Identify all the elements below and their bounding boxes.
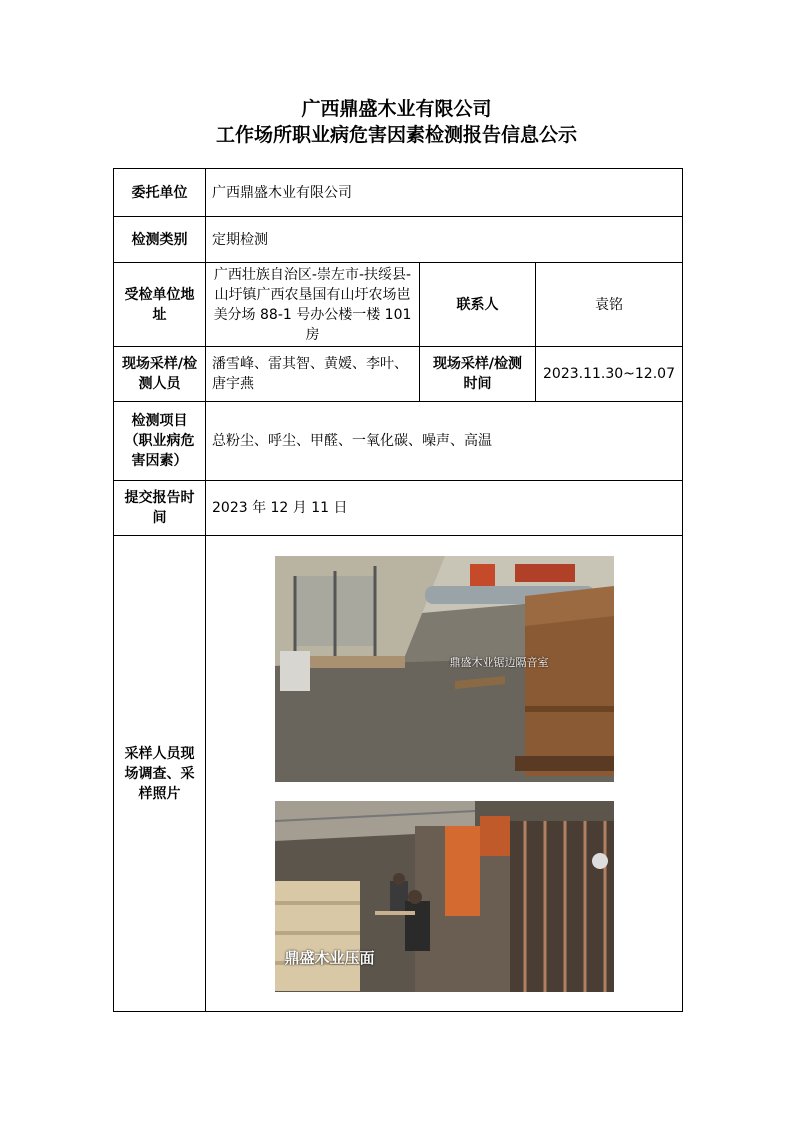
company-title: 广西鼎盛木业有限公司: [301, 98, 492, 120]
address-label: 受检单位地址: [114, 263, 206, 347]
contact-value: 袁铭: [536, 263, 683, 347]
client-label: 委托单位: [114, 169, 206, 217]
row-client: [114, 169, 683, 217]
photo-press: [275, 801, 614, 992]
items-label: 检测项目（职业病危害因素）: [114, 402, 206, 481]
type-value: 定期检测: [206, 217, 683, 263]
row-address: [114, 263, 683, 347]
row-staff: [114, 347, 683, 402]
info-table: [113, 168, 683, 1012]
address-value: 广西壮族自治区-崇左市-扶绥县-山圩镇广西农垦国有山圩农场岜美分场 88-1 号办公楼一楼 101 房: [206, 263, 420, 347]
report-title: 工作场所职业病危害因素检测报告信息公示: [215, 124, 577, 146]
photo-cell: [206, 536, 683, 1012]
photo-label: 采样人员现场调查、采样照片: [114, 536, 206, 1012]
submit-value: 2023 年 12 月 11 日: [206, 481, 683, 536]
row-photos: [114, 536, 683, 1012]
items-value: 总粉尘、呼尘、甲醛、一氧化碳、噪声、高温: [206, 402, 683, 481]
time-label: 现场采样/检测时间: [420, 347, 536, 402]
photo-press-caption: 鼎盛木业压面: [284, 948, 375, 967]
submit-label: 提交报告时间: [114, 481, 206, 536]
row-submit: [114, 481, 683, 536]
type-label: 检测类别: [114, 217, 206, 263]
row-type: [114, 217, 683, 263]
contact-label: 联系人: [420, 263, 536, 347]
photo-saw-room-caption: 鼎盛木业锯边隔音室: [449, 655, 549, 669]
time-value: 2023.11.30~12.07: [536, 347, 683, 402]
photo-saw-room: [275, 556, 614, 782]
photo-saw-room-image: [275, 556, 614, 782]
staff-value: 潘雪峰、雷其智、黄嫒、李叶、唐宇燕: [206, 347, 420, 402]
client-value: 广西鼎盛木业有限公司: [206, 169, 683, 217]
row-items: [114, 402, 683, 481]
staff-label: 现场采样/检测人员: [114, 347, 206, 402]
